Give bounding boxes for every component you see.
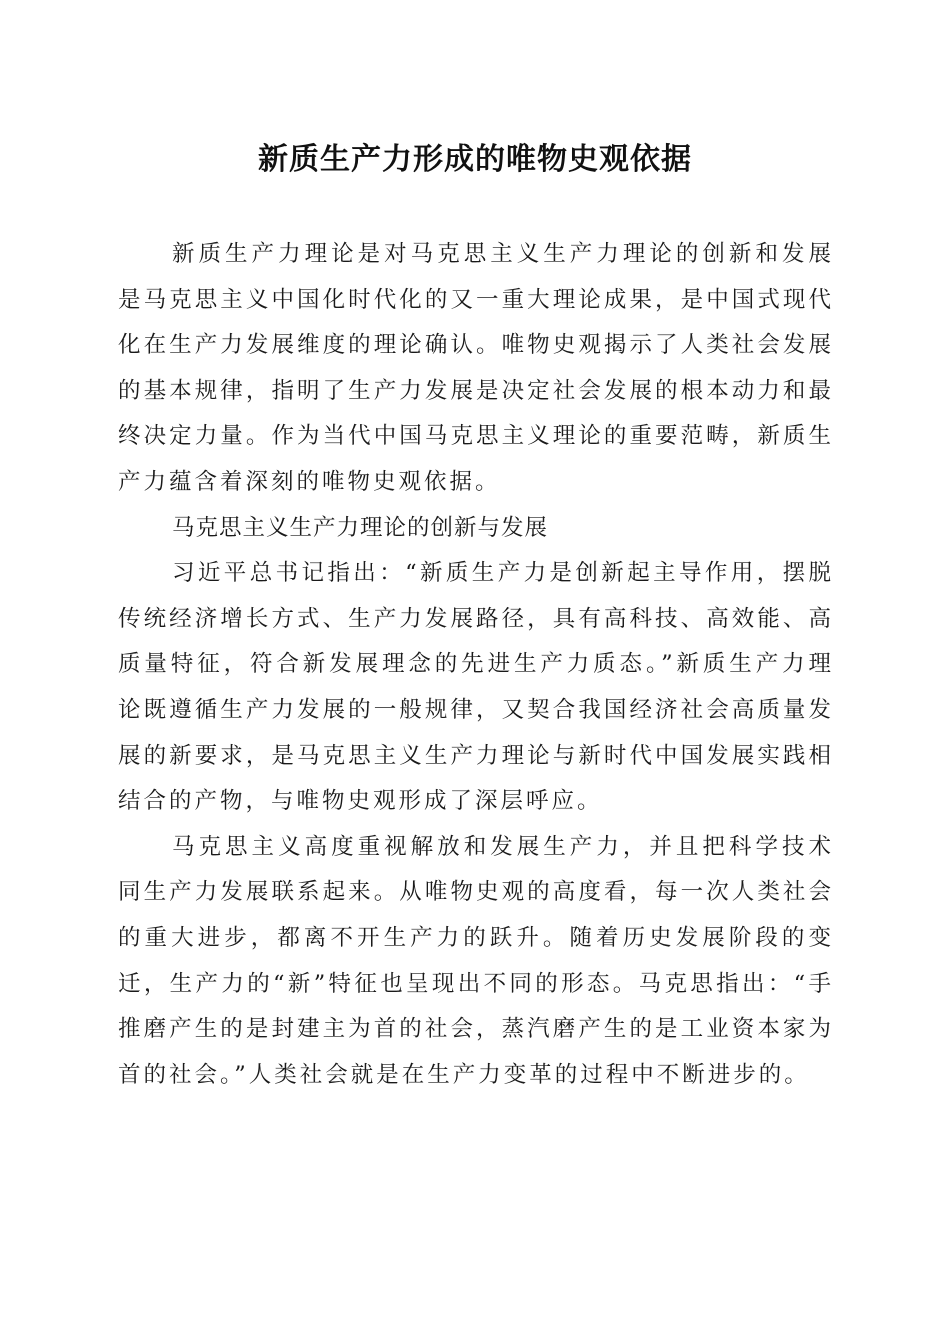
paragraph-intro: 新质生产力理论是对马克思主义生产力理论的创新和发展是马克思主义中国化时代化的又一重大理论成果，是中国式现代化在生产力发展维度的理论确认。唯物史观揭示了人类社会发展的基本规律，指明了生产力发展是决定社会发展的根本动力和最终决定力量。作为当代中国马克思主义理论的重要范畴，新质生产力蕴含着深刻的唯物史观依据。 [118, 241, 834, 495]
document-body [118, 232, 834, 1098]
document-title: 新质生产力形成的唯物史观依据 [258, 142, 692, 177]
section-subheading: 马克思主义生产力理论的创新与发展 [172, 514, 549, 541]
paragraph-quote-xi: 习近平总书记指出：“新质生产力是创新起主导作用，摆脱传统经济增长方式、生产力发展路径，具有高科技、高效能、高质量特征，符合新发展理念的先进生产力质态。”新质生产力理论既遵循生产力发展的一般规律，又契合我国经济社会高质量发展的新要求，是马克思主义生产力理论与新时代中国发展实践相结合的产物，与唯物史观形成了深层呼应。 [118, 560, 834, 815]
paragraph-marx: 马克思主义高度重视解放和发展生产力，并且把科学技术同生产力发展联系起来。从唯物史观的高度看，每一次人类社会的重大进步，都离不开生产力的跃升。随着历史发展阶段的变迁，生产力的“新”特征也呈现出不同的形态。马克思指出：“手推磨产生的是封建主为首的社会，蒸汽磨产生的是工业资本家为首的社会。”人类社会就是在生产力变革的过程中不断进步的。 [118, 833, 834, 1088]
